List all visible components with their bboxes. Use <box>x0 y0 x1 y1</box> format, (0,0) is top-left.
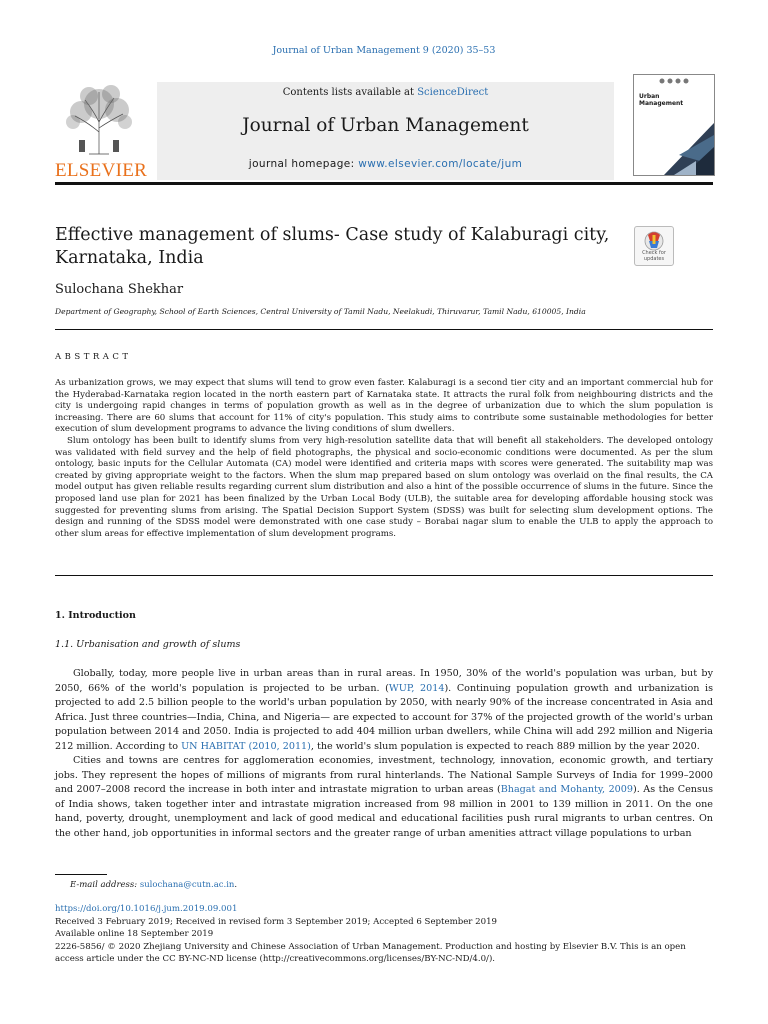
cover-title-line2: Management <box>639 100 684 107</box>
body-paragraph-1 <box>55 667 713 754</box>
paragraph-1-text-a: Globally, today, more people live in urban areas than in rural areas. In 1950, 30% of the world's population was urban, but by 2050, 66% of the world's population is projected to be urban. ( <box>55 668 713 694</box>
article-title-line1: Effective management of slums- Case study of Kalaburagi city, <box>55 225 610 245</box>
section-heading-introduction: 1. Introduction <box>55 610 136 621</box>
abstract-divider <box>55 575 713 576</box>
abstract-body <box>55 378 713 540</box>
subsection-heading-urbanisation: 1.1. Urbanisation and growth of slums <box>55 639 241 650</box>
article-title-line2: Karnataka, India <box>55 248 204 268</box>
body-paragraph-2 <box>55 754 713 841</box>
ref-link-bhagat-mohanty[interactable]: Bhagat and Mohanty, 2009 <box>500 784 633 795</box>
ref-link-wup-2014[interactable]: WUP, 2014 <box>388 682 445 694</box>
available-online-date: Available online 18 September 2019 <box>55 929 214 940</box>
crossmark-label: Check for updates <box>642 250 666 262</box>
abstract-heading: ABSTRACT <box>55 352 132 362</box>
sciencedirect-link[interactable]: ScienceDirect <box>417 87 489 98</box>
abstract-paragraph-2: Slum ontology has been built to identify slums from very high-resolution satellite data that will benefit all stakeholders. The developed ontology was validated with field survey and the help of field photographs, the physical and socio-economic conditions were documented. As per the slum ontology, basic inputs for the Cellular Automata (CA) model were identified and criteria maps with scores were generated. The suitability map was created by giving appropriate weight to the factors. When the slum map prepared based on slum ontology was overlaid on the final results, the CA model output has given reliable results regarding current slum distribution and also a hint of the possible occurrence of slums in the future. Since the proposed land use plan for 2021 has been finalized by the Urban Local Body (ULB), the suitable area for developing affordable housing stock was suggested for preventing slums from arising. The Spatial Decision Support System (SDSS) was built for selecting slum development options. The design and running of the SDSS model were demonstrated with one case study – Borabai nagar slum to enable the ULB to apply the approach to other slum areas for effective implementation of slum development programs. <box>55 435 713 539</box>
license-statement: 2226-5856/ © 2020 Zhejiang University and Chinese Association of Urban Management. Production and hosting by Elsevier B.V. This is an open access article under the CC BY-NC-ND license (http://creativecommons.org/licenses/BY-NC-ND/4.0/). <box>55 941 686 965</box>
cover-art-icon <box>634 75 714 175</box>
email-end: . <box>234 880 238 890</box>
footnote-divider <box>55 874 107 875</box>
article-front-matter <box>55 903 713 966</box>
contents-prefix: Contents lists available at <box>282 87 418 98</box>
ref-link-un-habitat[interactable]: UN HABITAT (2010, 2011) <box>181 740 311 752</box>
abstract-paragraph-1: As urbanization grows, we may expect that slums will tend to grow even faster. Kalaburagi is a second tier city and an important commercial hub for the Hyderabad-Karnataka region located in the north eastern part of Karnataka state. It attracts the rural folk from neighbouring districts and the city is undergoing rapid changes in terms of population growth as well as in the degree of urbanization due to which the slum population is increasing. There are 60 slums that account for 11% of city's population. This study aims to contribute some sustainable methodologies for better execution of slum development programs to advance the living conditions of slum dwellers. <box>55 378 713 435</box>
affiliation-divider <box>55 329 713 330</box>
paragraph-2-text-a: Cities and towns are centres for agglomeration economies, investment, technology, innovation, economic growth, and tertiary jobs. They represent the hopes of millions of migrants from rural hinterlands. The National Sample Surveys of India for 1999–2000 and 2007–2008 record the increase in both inter and intrastate migration to urban areas ( <box>55 755 713 795</box>
cover-title <box>639 93 683 107</box>
elsevier-wordmark: ELSEVIER <box>55 160 148 181</box>
paragraph-1-text-c: , the world's slum population is expected to reach 889 million by the year 2020. <box>310 740 700 752</box>
author-email-link[interactable]: sulochana@cutn.ac.in <box>139 880 235 890</box>
header-divider <box>55 182 713 185</box>
author-email-footnote <box>70 880 237 890</box>
author-affiliation: Department of Geography, School of Earth Sciences, Central University of Tamil Nadu, Neelakudi, Thiruvarur, Tamil Nadu, 610005, India <box>55 307 586 316</box>
elsevier-logo[interactable] <box>55 82 148 182</box>
journal-citation-link[interactable]: Journal of Urban Management 9 (2020) 35–53 <box>272 45 496 56</box>
introduction-body <box>55 667 713 841</box>
author-name[interactable]: Sulochana Shekhar <box>55 282 184 297</box>
journal-title: Journal of Urban Management <box>242 115 529 136</box>
email-label: E-mail address: <box>70 880 138 890</box>
check-for-updates-button[interactable] <box>634 226 674 266</box>
homepage-link[interactable]: www.elsevier.com/locate/jum <box>358 158 523 170</box>
paragraph-1-text-b: ). Continuing population growth and urbanization is projected to add 2.5 billion people to the world's urban population by 2050, with nearly 90% of the increase concentrated in Asia and Africa. Just three countries—India, China, and Nigeria— are expected to account for 37% of the projected growth of the world's urban population between 2014 and 2050. India is projected to add 404 million urban dwellers, while China will add 292 million and Nigeria 212 million. According to <box>55 682 713 752</box>
homepage-prefix: journal homepage: <box>248 158 359 170</box>
article-title <box>55 224 615 270</box>
journal-cover-thumbnail[interactable] <box>633 74 715 176</box>
elsevier-tree-icon <box>59 82 139 157</box>
received-dates: Received 3 February 2019; Received in revised form 3 September 2019; Accepted 6 September 2019 <box>55 916 498 927</box>
cover-title-line1: Urban <box>639 93 660 100</box>
paragraph-2-text-b: ). As the Census of India shows, taken together inter and intrastate migration increased from 98 million in 2001 to 139 million in 2011. On the one hand, poverty, drought, unemployment and lack of good medical and educational facilities push rural migrants to urban centres. On the other hand, job opportunities in informal sectors and the greater range of urban amenities attract village populations to urban <box>55 784 714 839</box>
contents-available <box>157 87 614 98</box>
journal-banner <box>157 82 614 180</box>
journal-homepage <box>157 158 614 170</box>
journal-masthead <box>55 72 713 180</box>
doi-link[interactable]: https://doi.org/10.1016/j.jum.2019.09.001 <box>55 904 238 914</box>
